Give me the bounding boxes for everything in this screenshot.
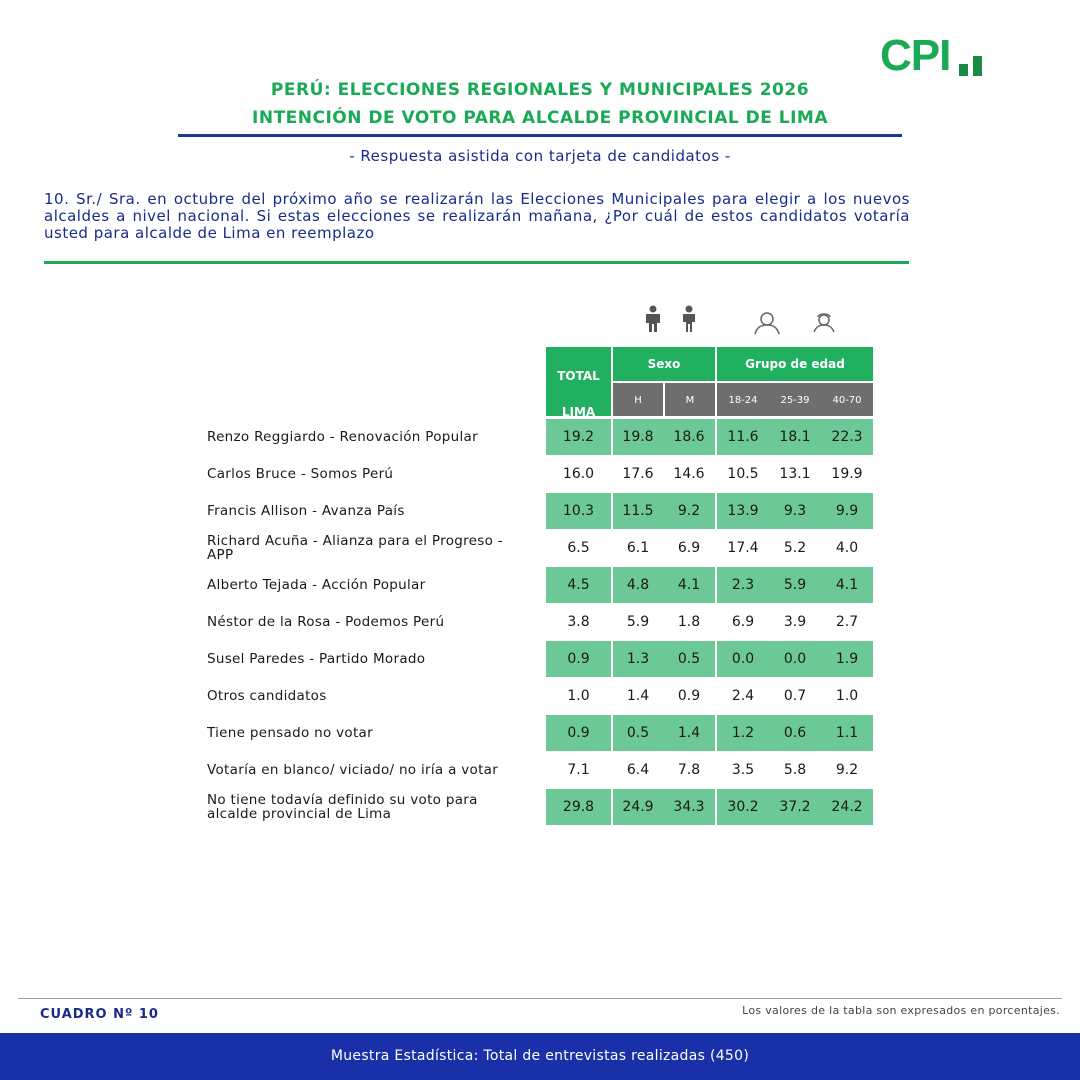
footer-divider (18, 998, 1062, 999)
cell-m: 9.2 (663, 493, 715, 529)
total-lima-header (546, 347, 611, 419)
cell-25-39: 5.8 (783, 762, 807, 778)
cell-total: 0.9 (546, 641, 611, 677)
table-row (0, 604, 1080, 640)
cell-40-70: 9.2 (835, 762, 859, 778)
cell-total: 16.0 (562, 466, 595, 482)
cell-m: 0.9 (677, 688, 701, 704)
sample-footer: Muestra Estadística: Total de entrevistas realizadas (450) (0, 1033, 1080, 1080)
question-text: 10. Sr./ Sra. en octubre del próximo año se realizarán las Elecciones Municipales para elegir a los nuevos alcaldes a nivel nacional. Si estas elecciones se realizarán mañana, ¿Por cuál de estos candidatos votaría usted para alcalde de Lima en reemplazo (44, 190, 910, 242)
cell-18-24: 6.9 (731, 614, 755, 630)
cell-h: 19.8 (613, 419, 663, 455)
cell-total: 19.2 (546, 419, 611, 455)
cell-h: 1.3 (613, 641, 663, 677)
cuadro-label: CUADRO Nº 10 (40, 1007, 159, 1022)
cell-40-70: 9.9 (821, 493, 873, 529)
cell-total: 29.8 (546, 789, 611, 825)
cell-40-70: 4.1 (821, 567, 873, 603)
cell-40-70: 4.0 (835, 540, 859, 556)
title-divider (178, 134, 902, 137)
cell-total: 6.5 (567, 540, 590, 556)
question-divider (44, 261, 909, 264)
cell-total: 1.0 (567, 688, 590, 704)
table-row (0, 493, 1080, 529)
table-row (0, 419, 1080, 455)
table-row (0, 789, 1080, 825)
cell-m: 7.8 (677, 762, 701, 778)
cell-25-39: 0.0 (769, 641, 821, 677)
cell-18-24: 17.4 (727, 540, 759, 556)
table-row (0, 641, 1080, 677)
row-label: Votaría en blanco/ viciado/ no iría a votar (207, 762, 499, 778)
cell-18-24: 11.6 (717, 419, 769, 455)
cell-25-39: 0.6 (769, 715, 821, 751)
table-row (0, 567, 1080, 603)
page-subtitle: INTENCIÓN DE VOTO PARA ALCALDE PROVINCIAL DE LIMA (252, 108, 828, 128)
table-row (0, 530, 1080, 566)
cell-m: 4.1 (663, 567, 715, 603)
cell-m: 6.9 (677, 540, 701, 556)
grupo-edad-header: Grupo de edad (717, 347, 873, 381)
row-label: Carlos Bruce - Somos Perú (207, 466, 394, 482)
row-label: Alberto Tejada - Acción Popular (207, 577, 426, 593)
cell-18-24: 3.5 (731, 762, 755, 778)
cell-h: 24.9 (613, 789, 663, 825)
response-note: - Respuesta asistida con tarjeta de candidatos - (349, 147, 731, 165)
cell-total: 4.5 (546, 567, 611, 603)
row-label: Renzo Reggiardo - Renovación Popular (207, 429, 478, 445)
table-row (0, 456, 1080, 492)
row-label: No tiene todavía definido su voto para alcalde provincial de Lima (207, 792, 478, 822)
logo-bar (973, 56, 982, 76)
cell-18-24: 2.3 (717, 567, 769, 603)
subheader-m: M (665, 383, 715, 416)
young-person-icon (753, 311, 781, 335)
subheader-18-24: 18-24 (717, 383, 769, 416)
subheader-h: H (613, 383, 663, 416)
cell-18-24: 30.2 (717, 789, 769, 825)
cell-18-24: 13.9 (717, 493, 769, 529)
cell-18-24: 2.4 (731, 688, 755, 704)
cell-40-70: 24.2 (821, 789, 873, 825)
row-label: Otros candidatos (207, 688, 327, 704)
cell-m: 18.6 (663, 419, 715, 455)
page-title: PERÚ: ELECCIONES REGIONALES Y MUNICIPALES 2026 (270, 80, 810, 100)
subheader-25-39: 25-39 (769, 383, 821, 416)
cell-h: 5.9 (626, 614, 650, 630)
cell-m: 1.4 (663, 715, 715, 751)
cell-25-39: 5.9 (769, 567, 821, 603)
cell-40-70: 1.9 (821, 641, 873, 677)
cell-40-70: 2.7 (835, 614, 859, 630)
cell-25-39: 0.7 (783, 688, 807, 704)
cell-total: 7.1 (567, 762, 590, 778)
row-label: Francis Allison - Avanza País (207, 503, 405, 519)
total-header-line2: LIMA (561, 405, 596, 419)
cell-18-24: 1.2 (717, 715, 769, 751)
row-label: Néstor de la Rosa - Podemos Perú (207, 614, 445, 630)
cell-m: 0.5 (663, 641, 715, 677)
elder-person-icon (812, 311, 836, 333)
total-header-line1: TOTAL (557, 369, 600, 383)
cell-h: 17.6 (622, 466, 654, 482)
sexo-header: Sexo (613, 347, 715, 381)
cpi-logo (880, 31, 982, 80)
cell-total: 3.8 (567, 614, 590, 630)
logo-text: CPI (880, 31, 951, 80)
cell-m: 34.3 (663, 789, 715, 825)
cell-25-39: 13.1 (779, 466, 811, 482)
cell-40-70: 1.1 (821, 715, 873, 751)
female-icon (677, 305, 701, 333)
cell-25-39: 3.9 (783, 614, 807, 630)
table-row (0, 678, 1080, 714)
percent-note: Los valores de la tabla son expresados en porcentajes. (742, 1004, 1060, 1017)
logo-bar (959, 64, 968, 76)
cell-total: 0.9 (546, 715, 611, 751)
cell-40-70: 19.9 (831, 466, 863, 482)
cell-40-70: 22.3 (821, 419, 873, 455)
cell-25-39: 5.2 (783, 540, 807, 556)
cell-h: 6.4 (626, 762, 650, 778)
cell-40-70: 1.0 (835, 688, 859, 704)
cell-h: 11.5 (613, 493, 663, 529)
table-row (0, 752, 1080, 788)
subheader-40-70: 40-70 (821, 383, 873, 416)
cell-h: 1.4 (626, 688, 650, 704)
cell-25-39: 9.3 (769, 493, 821, 529)
row-label: Susel Paredes - Partido Morado (207, 651, 426, 667)
cell-25-39: 37.2 (769, 789, 821, 825)
cell-25-39: 18.1 (769, 419, 821, 455)
row-label: Tiene pensado no votar (207, 725, 373, 741)
cell-h: 6.1 (626, 540, 650, 556)
logo-bars (954, 56, 982, 76)
cell-h: 4.8 (613, 567, 663, 603)
table-row (0, 715, 1080, 751)
cell-h: 0.5 (613, 715, 663, 751)
cell-18-24: 0.0 (717, 641, 769, 677)
male-icon (641, 305, 665, 333)
cell-total: 10.3 (546, 493, 611, 529)
cell-18-24: 10.5 (727, 466, 759, 482)
cell-m: 1.8 (677, 614, 701, 630)
row-label: Richard Acuña - Alianza para el Progreso - APP (207, 533, 503, 563)
cell-m: 14.6 (673, 466, 705, 482)
